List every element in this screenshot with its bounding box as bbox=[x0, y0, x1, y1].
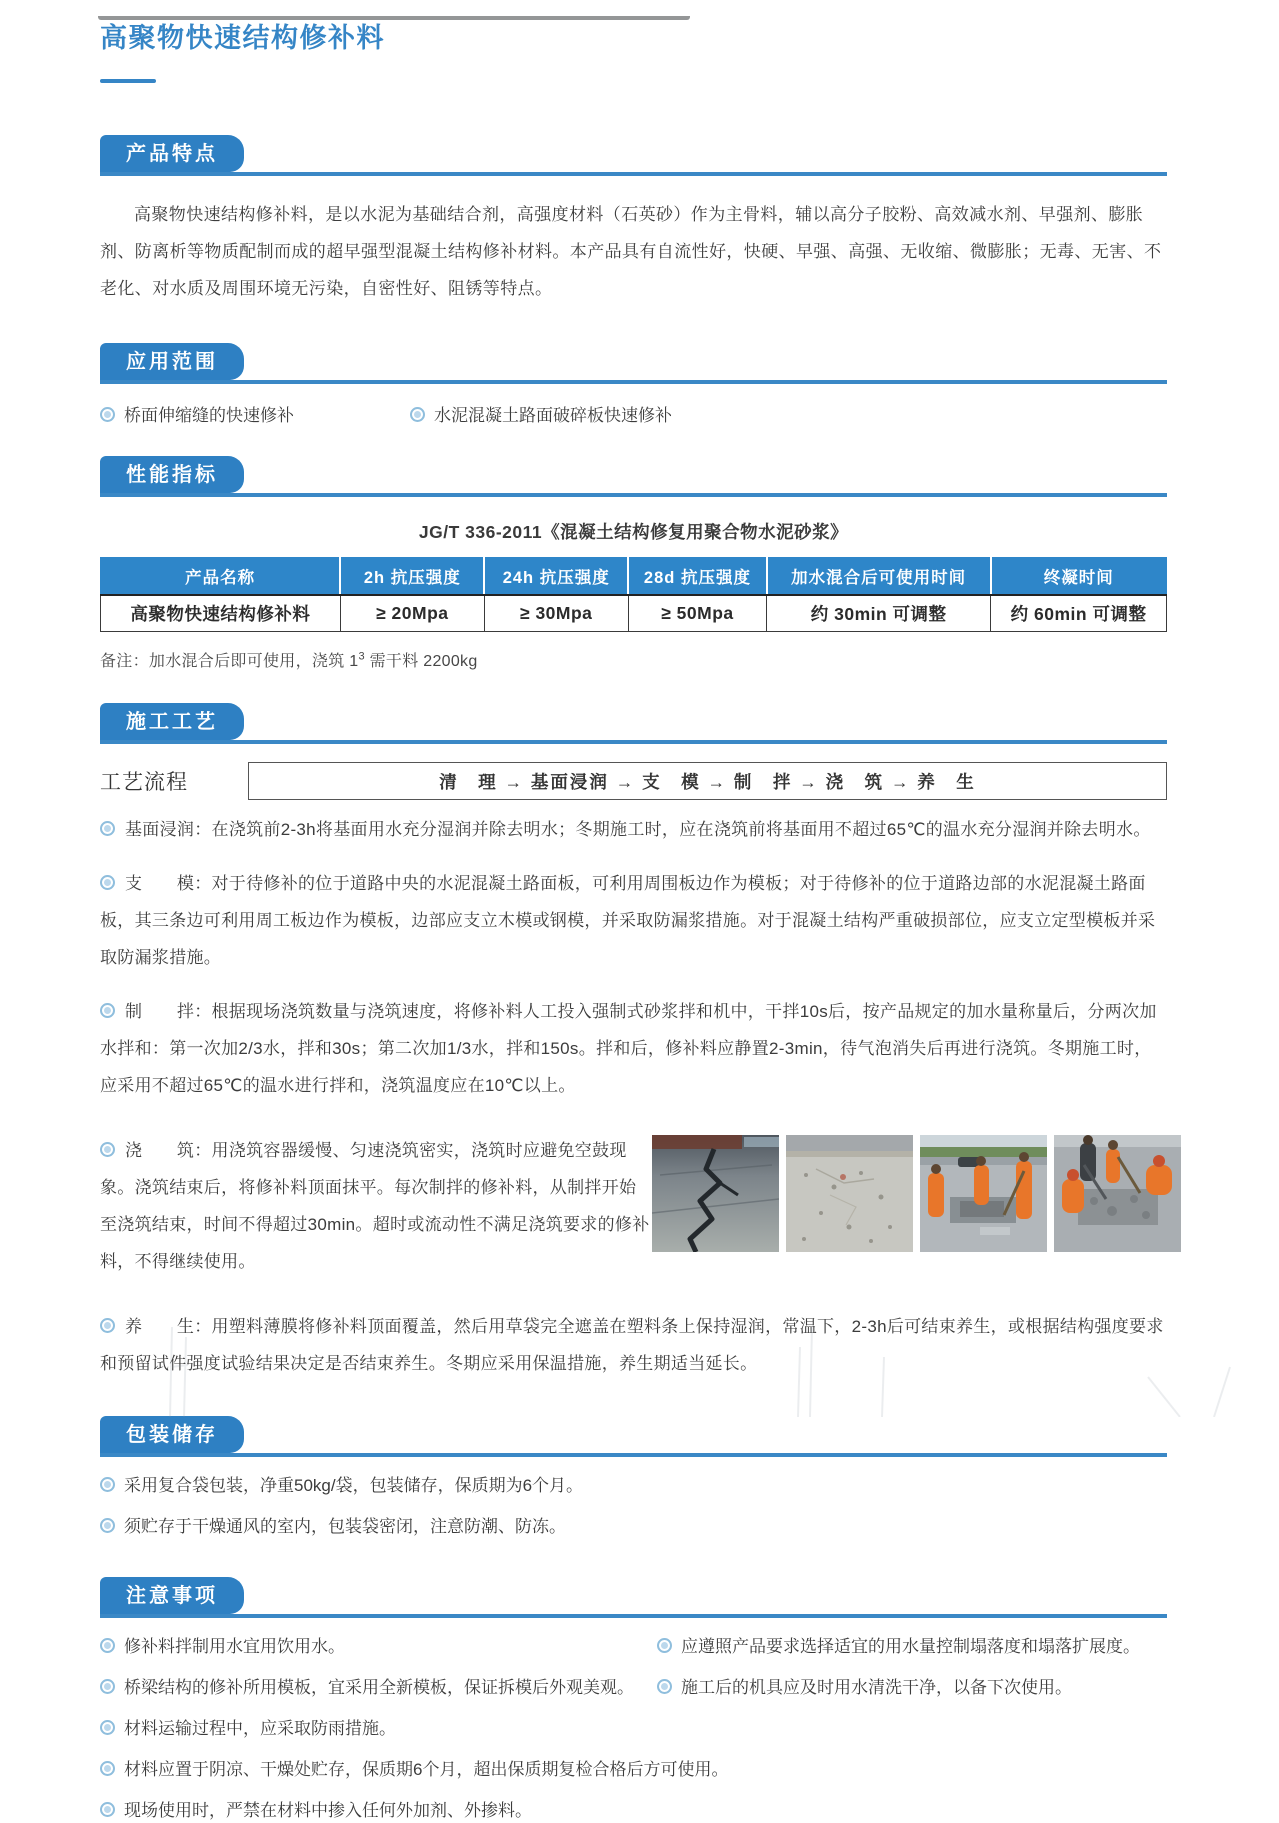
ring-bullet-icon bbox=[100, 1679, 115, 1694]
ring-bullet-icon bbox=[100, 1802, 115, 1817]
section-header-packaging bbox=[100, 1416, 1167, 1457]
precaution-item bbox=[100, 1676, 657, 1700]
step-label: 支 模： bbox=[125, 874, 212, 893]
process-flow-label: 工艺流程 bbox=[100, 771, 188, 794]
standard-reference: JG/T 336-2011《混凝土结构修复用聚合物水泥砂浆》 bbox=[418, 522, 849, 542]
table-note-suffix: 需干料 2200kg bbox=[364, 653, 478, 670]
step-text: 对于待修补的位于道路中央的水泥混凝土路面板，可利用周围板边作为模板；对于待修补的位于道路边部的水泥混凝土路面板，其三条边可利用周工板边作为模板，边部应支立木模或钢模，并采取防漏浆措施。对于混凝土结构严重破损部位，应支立定型模板并采取防漏浆措施。 bbox=[100, 874, 1156, 967]
application-item-label: 桥面伸缩缝的快速修补 bbox=[124, 406, 294, 425]
application-item bbox=[100, 404, 410, 428]
application-item-label: 水泥混凝土路面破碎板快速修补 bbox=[434, 406, 672, 425]
col-header-product-name: 产品名称 bbox=[101, 558, 341, 596]
precaution-item-label: 桥梁结构的修补所用模板，宜采用全新模板，保证拆模后外观美观。 bbox=[124, 1678, 634, 1697]
col-header-2h-strength: 2h 抗压强度 bbox=[340, 558, 484, 596]
cell-product-name: 高聚物快速结构修补料 bbox=[101, 595, 341, 632]
packaging-item-label: 采用复合袋包装，净重50kg/袋，包装储存，保质期为6个月。 bbox=[124, 1476, 584, 1495]
ring-bullet-icon bbox=[657, 1638, 672, 1653]
section-header-precautions bbox=[100, 1577, 1167, 1618]
ring-bullet-icon bbox=[410, 407, 425, 422]
packaging-heading: 包装储存 bbox=[100, 1416, 244, 1453]
process-flow-box: 清 理 → 基面浸润 → 支 模 → 制 拌 → 浇 筑 → 养 生 bbox=[248, 762, 1167, 800]
packaging-item-label: 须贮存于干燥通风的室内，包装袋密闭，注意防潮、防冻。 bbox=[124, 1517, 566, 1536]
construction-heading: 施工工艺 bbox=[100, 703, 244, 740]
ring-bullet-icon bbox=[100, 1003, 115, 1018]
precaution-item bbox=[100, 1758, 1167, 1782]
table-header-row bbox=[101, 558, 1167, 596]
precaution-item bbox=[657, 1676, 1167, 1700]
col-header-28d-strength: 28d 抗压强度 bbox=[628, 558, 767, 596]
ring-bullet-icon bbox=[100, 407, 115, 422]
road-repair-workers-photo bbox=[920, 1135, 1047, 1252]
step-label: 养 生： bbox=[125, 1317, 212, 1336]
precaution-row bbox=[100, 1635, 1167, 1659]
ring-bullet-icon bbox=[100, 875, 115, 890]
col-header-final-set-time: 终凝时间 bbox=[991, 558, 1167, 596]
table-note bbox=[100, 648, 1167, 671]
ring-bullet-icon bbox=[100, 1518, 115, 1533]
precaution-item bbox=[657, 1635, 1167, 1659]
table-note-text: 备注：加水混合后即可使用，浇筑 1 bbox=[100, 653, 359, 670]
precaution-item-label: 应遵照产品要求选择适宜的用水量控制塌落度和塌落扩展度。 bbox=[681, 1637, 1140, 1656]
step-text: 用塑料薄膜将修补料顶面覆盖，然后用草袋完全遮盖在塑料条上保持湿润，常温下，2-3h后可结束养生，或根据结构强度要求和预留试件强度试验结果决定是否结束养生。冬期应采用保温措施，养生期适当延长。 bbox=[100, 1317, 1164, 1373]
step-label: 浇 筑： bbox=[125, 1141, 212, 1160]
application-item bbox=[410, 404, 672, 428]
step-base-wetting bbox=[100, 811, 1167, 848]
title-underline bbox=[100, 79, 156, 83]
step-text: 用浇筑容器缓慢、匀速浇筑密实，浇筑时应避免空鼓现象。浇筑结束后，将修补料顶面抹平。每次制拌的修补料，从制拌开始至浇筑结束，时间不得超过30min。超时或流动性不满足浇筑要求的修补料，不得继续使用。 bbox=[100, 1141, 650, 1271]
step-mixing bbox=[100, 993, 1167, 1104]
features-paragraph: 高聚物快速结构修补料，是以水泥为基础结合剂，高强度材料（石英砂）作为主骨料，辅以高分子胶粉、高效减水剂、早强剂、膨胀剂、防离析等物质配制而成的超早强型混凝土结构修补材料。本产品具有自流性好，快硬、早强、高强、无收缩、微膨胀；无毒、无害、不老化、对水质及周围环境无污染，自密性好、阻锈等特点。 bbox=[100, 205, 1162, 298]
page-title: 高聚物快速结构修补料 bbox=[100, 23, 385, 53]
table-note-sup: 3 bbox=[358, 650, 365, 663]
section-header-construction bbox=[100, 703, 1167, 744]
cell-usable-time: 约 30min 可调整 bbox=[767, 595, 991, 632]
precaution-item bbox=[100, 1799, 1167, 1823]
table-row bbox=[101, 595, 1167, 632]
step-text: 根据现场浇筑数量与浇筑速度，将修补料人工投入强制式砂浆拌和机中，干拌10s后，按产品规定的加水量称量后，分两次加水拌和：第一次加2/3水，拌和30s；第二次加1/3水，拌和150s。拌和后，修补料应静置2-3min，待气泡消失后再进行浇筑。冬期施工时，应采用不超过65℃的温水进行拌和，浇筑温度应在10℃以上。 bbox=[100, 1002, 1157, 1095]
ring-bullet-icon bbox=[100, 1318, 115, 1333]
step-label: 基面浸润： bbox=[125, 820, 212, 839]
packaging-item bbox=[100, 1474, 1167, 1498]
cracked-pavement-photo bbox=[652, 1135, 779, 1252]
document-page bbox=[0, 16, 1279, 1823]
section-header-features bbox=[100, 135, 1167, 176]
section-header-applications bbox=[100, 343, 1167, 384]
performance-table bbox=[100, 557, 1167, 632]
precaution-row bbox=[100, 1676, 1167, 1700]
precautions-heading: 注意事项 bbox=[100, 1577, 244, 1614]
damaged-concrete-surface-photo bbox=[786, 1135, 913, 1252]
precaution-item bbox=[100, 1635, 657, 1659]
ring-bullet-icon bbox=[100, 821, 115, 836]
step-curing bbox=[100, 1308, 1167, 1382]
pouring-row bbox=[100, 1121, 1167, 1297]
col-header-usable-time: 加水混合后可使用时间 bbox=[767, 558, 991, 596]
process-flow-row bbox=[100, 762, 1167, 800]
step-pouring bbox=[100, 1132, 652, 1280]
precaution-item-label: 材料应置于阴凉、干燥处贮存，保质期6个月，超出保质期复检合格后方可使用。 bbox=[124, 1760, 729, 1779]
step-formwork bbox=[100, 865, 1167, 976]
performance-heading: 性能指标 bbox=[100, 456, 244, 493]
ring-bullet-icon bbox=[100, 1142, 115, 1157]
cell-2h-strength: ≥ 20Mpa bbox=[340, 595, 484, 632]
ring-bullet-icon bbox=[657, 1679, 672, 1694]
precaution-item-label: 材料运输过程中，应采取防雨措施。 bbox=[124, 1719, 396, 1738]
precaution-item-label: 现场使用时，严禁在材料中掺入任何外加剂、外掺料。 bbox=[124, 1801, 532, 1820]
applications-list bbox=[100, 404, 1167, 428]
ring-bullet-icon bbox=[100, 1761, 115, 1776]
precaution-item-label: 施工后的机具应及时用水清洗干净，以备下次使用。 bbox=[681, 1678, 1072, 1697]
pouring-repair-material-photo bbox=[1054, 1135, 1181, 1252]
ring-bullet-icon bbox=[100, 1477, 115, 1492]
construction-photos bbox=[652, 1135, 1181, 1297]
step-label: 制 拌： bbox=[125, 1002, 212, 1021]
col-header-24h-strength: 24h 抗压强度 bbox=[484, 558, 628, 596]
applications-heading: 应用范围 bbox=[100, 343, 244, 380]
packaging-item bbox=[100, 1515, 1167, 1539]
cell-final-set-time: 约 60min 可调整 bbox=[991, 595, 1167, 632]
ring-bullet-icon bbox=[100, 1720, 115, 1735]
precaution-item-label: 修补料拌制用水宜用饮用水。 bbox=[124, 1637, 345, 1656]
step-text: 在浇筑前2-3h将基面用水充分湿润并除去明水；冬期施工时，应在浇筑前将基面用不超过65℃的温水充分湿润并除去明水。 bbox=[211, 820, 1151, 839]
ring-bullet-icon bbox=[100, 1638, 115, 1653]
cell-24h-strength: ≥ 30Mpa bbox=[484, 595, 628, 632]
cell-28d-strength: ≥ 50Mpa bbox=[628, 595, 767, 632]
precaution-item bbox=[100, 1717, 1167, 1741]
section-header-performance bbox=[100, 456, 1167, 497]
features-heading: 产品特点 bbox=[100, 135, 244, 172]
